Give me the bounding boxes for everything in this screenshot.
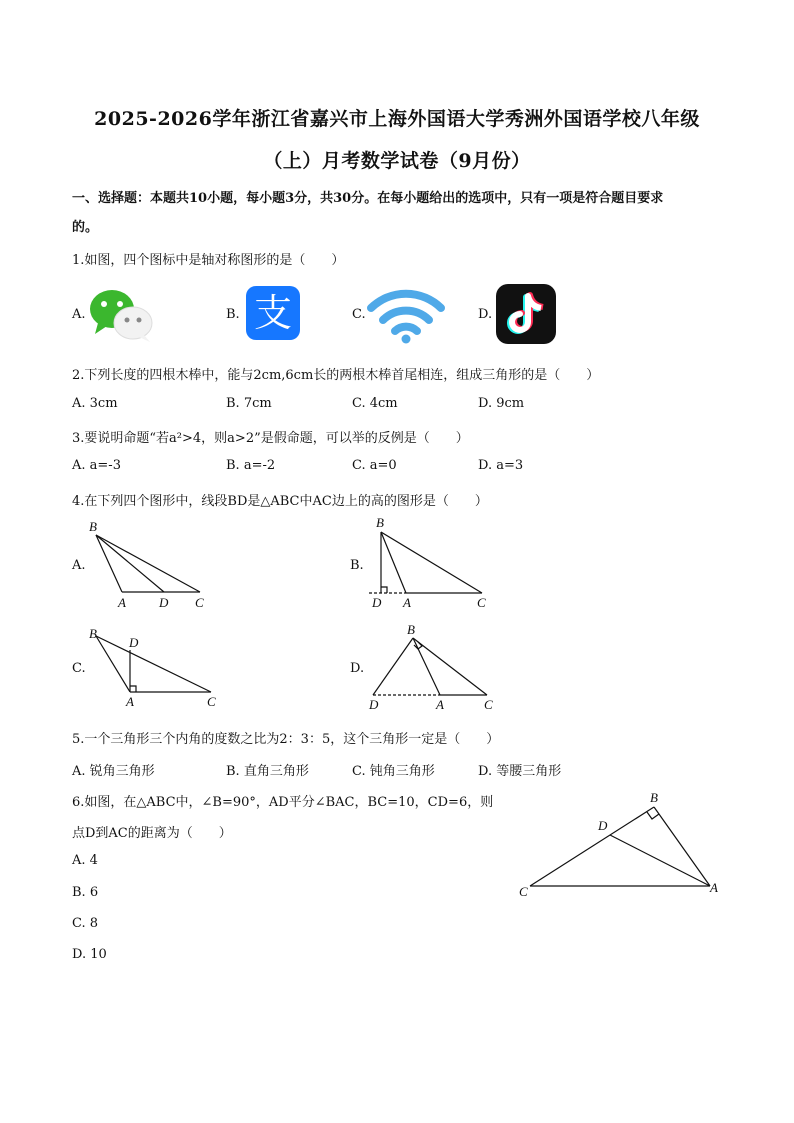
q4b-point-a: A bbox=[403, 595, 411, 610]
q4a-point-c: C bbox=[195, 595, 204, 610]
q4a-point-a: A bbox=[118, 595, 126, 610]
q2-option-b: B. 7cm bbox=[226, 396, 272, 411]
question-6-stem: 6.如图，在△ABC中，∠B=90°，AD平分∠BAC，BC=10，CD=6，则 bbox=[72, 795, 494, 810]
q5-option-c: C. 钝角三角形 bbox=[352, 764, 435, 779]
q1-option-d-label: D. bbox=[478, 307, 493, 322]
q4d-point-c: C bbox=[484, 697, 493, 712]
q1-option-c-label: C. bbox=[352, 307, 366, 322]
alipay-icon bbox=[246, 286, 300, 340]
tiktok-icon bbox=[496, 284, 556, 344]
alipay-glyph: 支 bbox=[253, 291, 292, 335]
q5-option-d: D. 等腰三角形 bbox=[478, 764, 562, 779]
section-instruction: 一、选择题：本题共10小题，每小题3分，共30分。在每小题给出的选项中，只有一项是符合题目要求 bbox=[72, 191, 664, 206]
q2-option-c: C. 4cm bbox=[352, 396, 398, 411]
q4-figure-a bbox=[84, 515, 214, 610]
question-6-stem-cont: 点D到AC的距离为（ ） bbox=[72, 826, 232, 841]
q4-figure-d bbox=[362, 620, 502, 714]
q4b-point-b: B bbox=[376, 515, 384, 530]
question-3-stem: 3.要说明命题“若a²>4，则a>2”是假命题，可以举的反例是（ ） bbox=[72, 431, 469, 446]
q4-option-d-label: D. bbox=[350, 661, 365, 676]
q6-point-a: A bbox=[710, 880, 718, 895]
q2-option-a: A. 3cm bbox=[72, 396, 118, 411]
q4-option-a-label: A. bbox=[72, 558, 86, 573]
wechat-icon bbox=[88, 287, 158, 343]
q4c-point-d: D bbox=[129, 635, 139, 650]
q6-option-d: D. 10 bbox=[72, 947, 107, 962]
q4-figure-b bbox=[362, 512, 497, 612]
page-title-line2: （上）月考数学试卷（9月份） bbox=[263, 150, 531, 172]
question-4-stem: 4.在下列四个图形中，线段BD是△ABC中AC边上的高的图形是（ ） bbox=[72, 494, 488, 509]
page-title-line1: 2025-2026学年浙江省嘉兴市上海外国语大学秀洲外国语学校八年级 bbox=[94, 108, 700, 130]
q3-option-c: C. a=0 bbox=[352, 458, 397, 473]
q6-figure bbox=[512, 788, 732, 903]
q4a-point-d: D bbox=[159, 595, 169, 610]
q4c-point-b: B bbox=[89, 626, 97, 641]
q2-option-d: D. 9cm bbox=[478, 396, 525, 411]
q6-point-c: C bbox=[519, 884, 528, 899]
section-instruction-cont: 的。 bbox=[72, 220, 99, 235]
q4-figure-c bbox=[84, 622, 219, 714]
q4a-point-b: B bbox=[89, 519, 97, 534]
q6-option-c: C. 8 bbox=[72, 916, 99, 931]
q3-option-b: B. a=-2 bbox=[226, 458, 276, 473]
q6-option-b: B. 6 bbox=[72, 885, 99, 900]
q4d-point-d: D bbox=[369, 697, 379, 712]
q6-point-d: D bbox=[598, 818, 608, 833]
wifi-icon bbox=[366, 284, 446, 344]
q3-option-a: A. a=-3 bbox=[72, 458, 121, 473]
q4b-point-d: D bbox=[372, 595, 382, 610]
q4d-point-b: B bbox=[407, 622, 415, 637]
q3-option-d: D. a=3 bbox=[478, 458, 524, 473]
q4b-point-c: C bbox=[477, 595, 486, 610]
q4-option-b-label: B. bbox=[350, 558, 364, 573]
question-1-stem: 1.如图，四个图标中是轴对称图形的是（ ） bbox=[72, 253, 345, 268]
question-2-stem: 2.下列长度的四根木棒中，能与2cm,6cm长的两根木棒首尾相连，组成三角形的是（ ） bbox=[72, 368, 600, 383]
q6-point-b: B bbox=[650, 790, 658, 805]
q1-option-b-label: B. bbox=[226, 307, 240, 322]
q4c-point-a: A bbox=[126, 694, 134, 709]
q6-option-a: A. 4 bbox=[72, 853, 98, 868]
q4c-point-c: C bbox=[207, 694, 216, 709]
q5-option-b: B. 直角三角形 bbox=[226, 764, 309, 779]
q1-option-a-label: A. bbox=[72, 307, 86, 322]
q4d-point-a: A bbox=[436, 697, 444, 712]
q4-option-c-label: C. bbox=[72, 661, 86, 676]
q5-option-a: A. 锐角三角形 bbox=[72, 764, 155, 779]
question-5-stem: 5.一个三角形三个内角的度数之比为2：3：5，这个三角形一定是（ ） bbox=[72, 732, 500, 747]
